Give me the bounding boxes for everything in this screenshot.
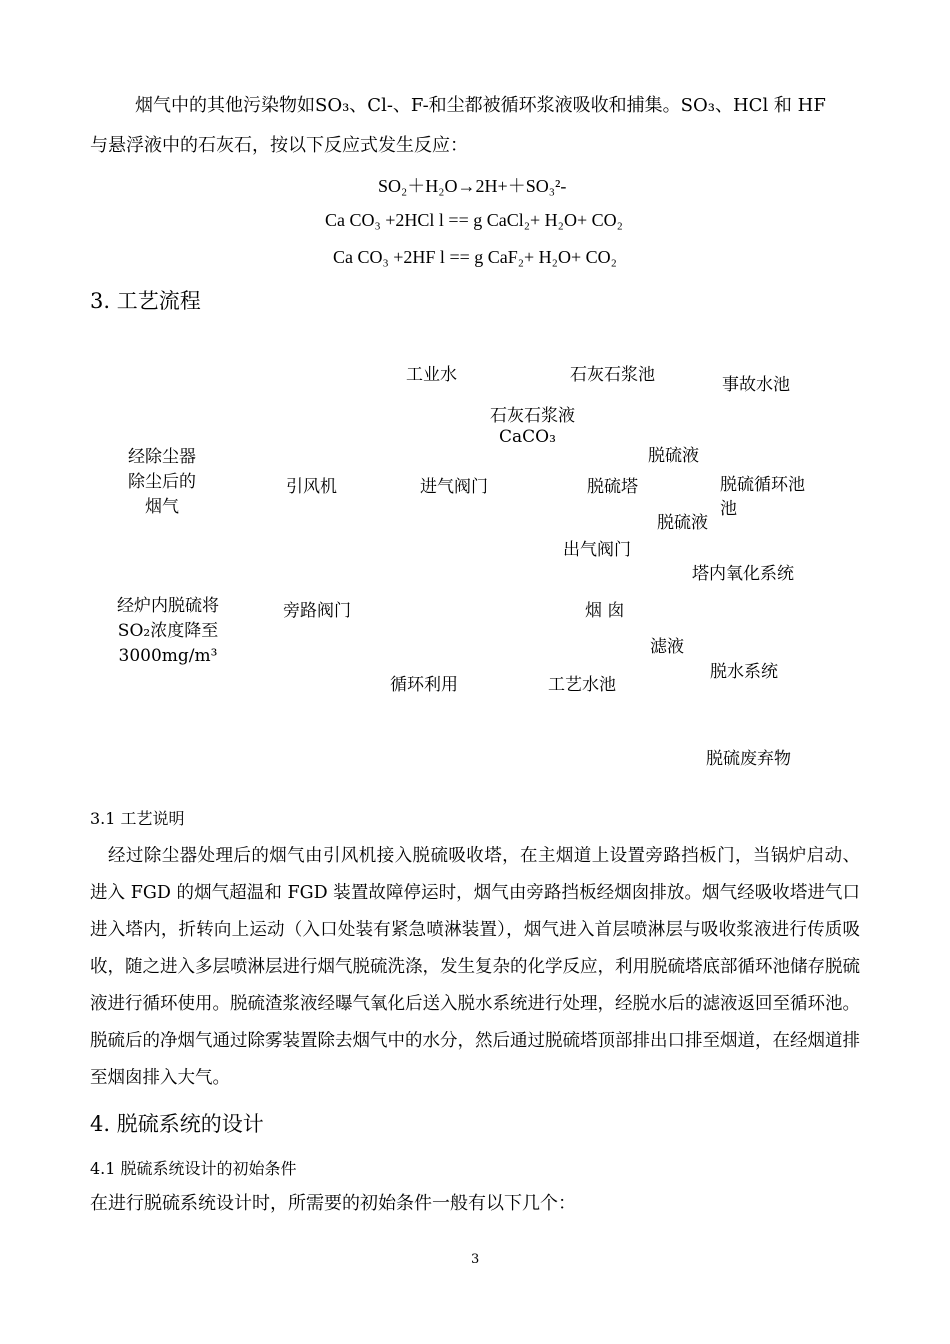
- flow-outlet-valve: 出气阀门: [563, 540, 631, 560]
- section-3-heading: 3. 工艺流程: [90, 289, 201, 313]
- flow-induced-fan: 引风机: [286, 477, 337, 497]
- flow-desulf-liquid-2: 脱硫液: [657, 513, 708, 533]
- flow-limestone-pool: 石灰石浆池: [570, 365, 655, 385]
- section-3-1-heading: 3.1 工艺说明: [90, 809, 185, 828]
- flow-inlet-valve: 进气阀门: [420, 477, 488, 497]
- flow-bypass-valve: 旁路阀门: [283, 601, 351, 621]
- flow-tower: 脱硫塔: [587, 477, 638, 497]
- flow-chimney: 烟 囱: [585, 601, 625, 621]
- flow-dust-removed-line-2: 除尘后的: [128, 472, 196, 492]
- flow-furnace-line-3: 3000mg/m³: [118, 646, 218, 666]
- flow-furnace-line-2: SO₂浓度降至: [117, 621, 219, 641]
- flow-caco3: CaCO₃: [499, 427, 556, 447]
- flow-oxidation-system: 塔内氧化系统: [692, 564, 794, 584]
- equation-2: Ca CO₃ +2HCl l == g CaCl₂+ H₂O+ CO₂: [325, 210, 623, 230]
- flow-process-pool: 工艺水池: [548, 675, 616, 695]
- section-4-1-body: 在进行脱硫系统设计时，所需要的初始条件一般有以下几个：: [90, 1193, 576, 1214]
- flow-recycle: 循环利用: [390, 675, 458, 695]
- flow-dust-removed-line-3: 烟气: [145, 497, 179, 517]
- section-4-heading: 4. 脱硫系统的设计: [90, 1112, 264, 1136]
- equation-3: Ca CO₃ +2HF l == g CaF₂+ H₂O+ CO₂: [333, 247, 617, 267]
- flow-desulf-liquid-1: 脱硫液: [648, 446, 699, 466]
- flow-waste: 脱硫废弃物: [706, 749, 791, 769]
- flow-dewater-system: 脱水系统: [710, 662, 778, 682]
- page-number: 3: [471, 1252, 480, 1267]
- flow-furnace-box: [108, 594, 228, 669]
- flow-dust-removed-box: [112, 445, 212, 520]
- section-3-1-body: 经过除尘器处理后的烟气由引风机接入脱硫吸收塔，在主烟道上设置旁路挡板门，当锅炉启动、进入 FGD 的烟气超温和 FGD 装置故障停运时，烟气由旁路挡板经烟囱排放。烟气经吸收塔进气口进入塔内，折转向上运动（入口处装有紧急喷淋装置），烟气进入首层喷淋层与吸收浆液进行传质吸收，随之进入多层喷淋层进行烟气脱硫洗涤，发生复杂的化学反应，利用脱硫塔底部循环池储存脱硫液进行循环使用。脱硫渣浆液经曝气氧化后送入脱水系统进行处理，经脱水后的滤液返回至循环池。脱硫后的净烟气通过除雾装置除去烟气中的水分，然后通过脱硫塔顶部排出口排至烟道，在经烟道排至烟囱排入大气。: [90, 846, 860, 1088]
- flow-dust-removed-line-1: 经除尘器: [128, 447, 196, 467]
- equation-1: SO₂＋H₂O→2H+＋SO₃²-: [378, 176, 567, 196]
- flow-industrial-water: 工业水: [406, 365, 457, 385]
- flow-circ-pool-1: 脱硫循环池: [720, 475, 805, 495]
- flow-filtrate: 滤液: [650, 637, 684, 657]
- intro-line-1: 烟气中的其他污染物如SO₃、Cl-、F-和尘都被循环浆液吸收和捕集。SO₃、HCl 和 HF: [135, 95, 826, 116]
- flow-circ-pool-2: 池: [720, 499, 737, 519]
- flow-furnace-line-1: 经炉内脱硫将: [117, 596, 219, 616]
- intro-line-2: 与悬浮液中的石灰石，按以下反应式发生反应：: [90, 135, 468, 156]
- section-4-1-heading: 4.1 脱硫系统设计的初始条件: [90, 1159, 297, 1178]
- flow-accident-pool: 事故水池: [722, 375, 790, 395]
- flow-limestone-slurry: 石灰石浆液: [490, 406, 575, 426]
